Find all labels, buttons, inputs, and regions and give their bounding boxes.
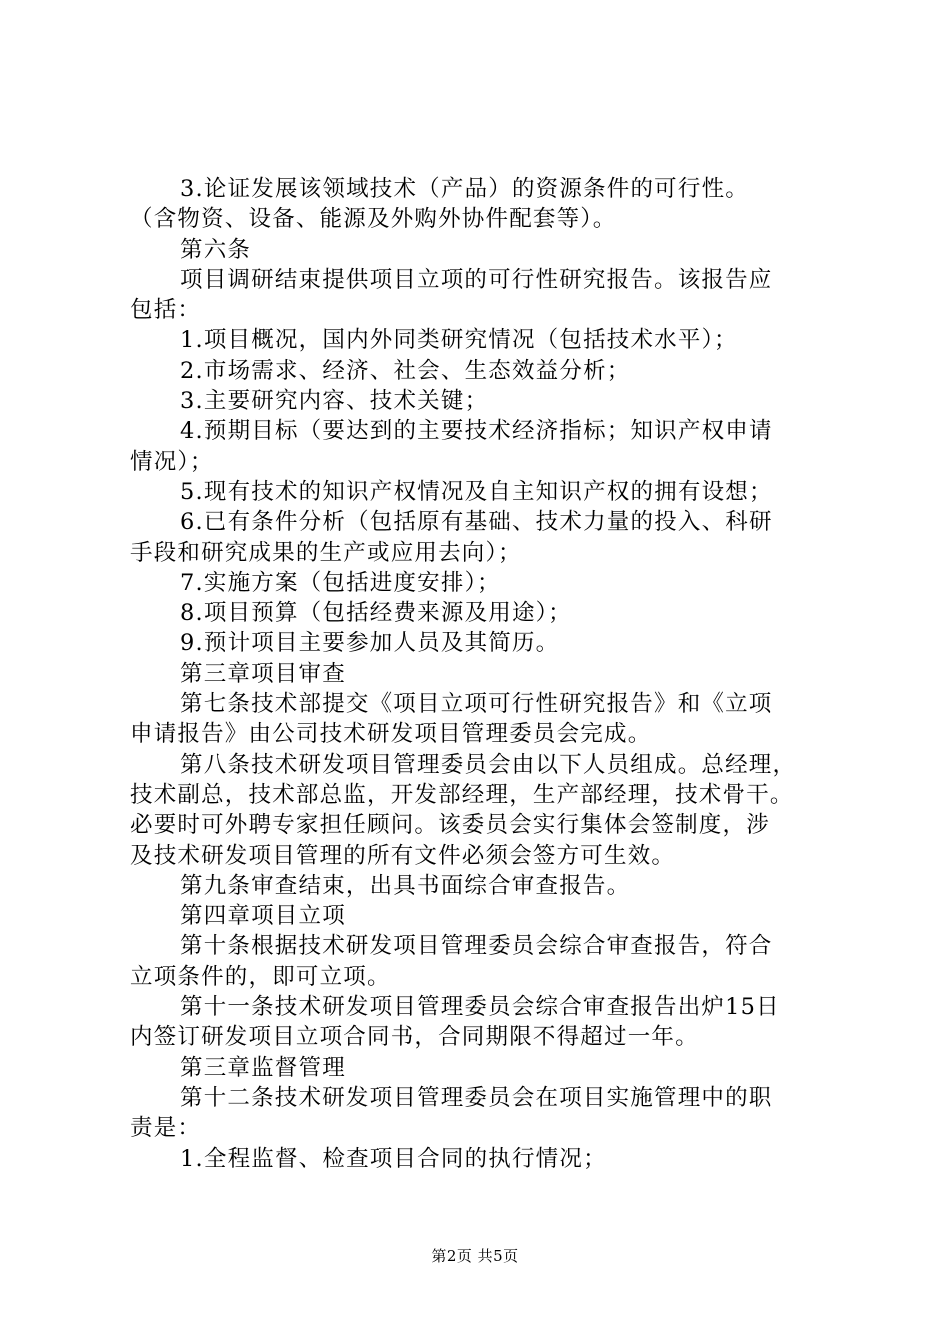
line-6: 1.项目概况，国内外同类研究情况（包括技术水平）； (180, 327, 738, 354)
line-28: 第十一条技术研发项目管理委员会综合审查报告出炉15日 (180, 994, 780, 1021)
line-8: 3.主要研究内容、技术关键； (180, 388, 489, 415)
line-30: 第三章监督管理 (180, 1054, 346, 1081)
line-10: 情况）； (130, 448, 214, 475)
line-13: 手段和研究成果的生产或应用去向）； (130, 539, 522, 566)
line-25: 第四章项目立项 (180, 903, 346, 930)
line-15: 8.项目预算（包括经费来源及用途）； (180, 600, 572, 627)
line-29: 内签订研发项目立项合同书，合同期限不得超过一年。 (130, 1024, 699, 1051)
line-11: 5.现有技术的知识产权情况及自主知识产权的拥有设想； (180, 478, 773, 505)
line-20: 第八条技术研发项目管理委员会由以下人员组成。总经理， (180, 751, 797, 778)
line-17: 第三章项目审查 (180, 660, 346, 687)
line-21: 技术副总，技术部总监，开发部经理，生产部经理，技术骨干。 (130, 781, 794, 808)
line-31: 第十二条技术研发项目管理委员会在项目实施管理中的职 (180, 1084, 773, 1111)
document-body (130, 174, 830, 1174)
line-1: 3.论证发展该领域技术（产品）的资源条件的可行性。 (180, 176, 749, 202)
line-32: 责是： (130, 1115, 202, 1142)
line-4: 项目调研结束提供项目立项的可行性研究报告。该报告应 (180, 266, 773, 293)
line-16: 9.预计项目主要参加人员及其简历。 (180, 630, 560, 657)
line-33: 1.全程监督、检查项目合同的执行情况； (180, 1145, 607, 1172)
page-footer: 第2页 共5页 (431, 1247, 519, 1265)
line-12: 6.已有条件分析（包括原有基础、技术力量的投入、科研 (180, 509, 773, 536)
line-26: 第十条根据技术研发项目管理委员会综合审查报告，符合 (180, 933, 773, 960)
line-22: 必要时可外聘专家担任顾问。该委员会实行集体会签制度，涉 (130, 812, 770, 839)
line-27: 立项条件的，即可立项。 (130, 963, 391, 990)
line-18: 第七条技术部提交《项目立项可行性研究报告》和《立项 (180, 691, 773, 718)
line-14: 7.实施方案（包括进度安排）； (180, 569, 501, 596)
line-5: 包括： (130, 297, 202, 324)
line-23: 及技术研发项目管理的所有文件必须会签方可生效。 (130, 842, 676, 869)
line-9: 4.预期目标（要达到的主要技术经济指标；知识产权申请 (180, 418, 773, 445)
line-7: 2.市场需求、经济、社会、生态效益分析； (180, 357, 631, 384)
line-2: （含物资、设备、能源及外购外协件配套等）。 (130, 206, 617, 233)
line-24: 第九条审查结束，出具书面综合审查报告。 (180, 872, 631, 899)
line-19: 申请报告》由公司技术研发项目管理委员会完成。 (130, 721, 652, 748)
line-3: 第六条 (180, 236, 252, 263)
